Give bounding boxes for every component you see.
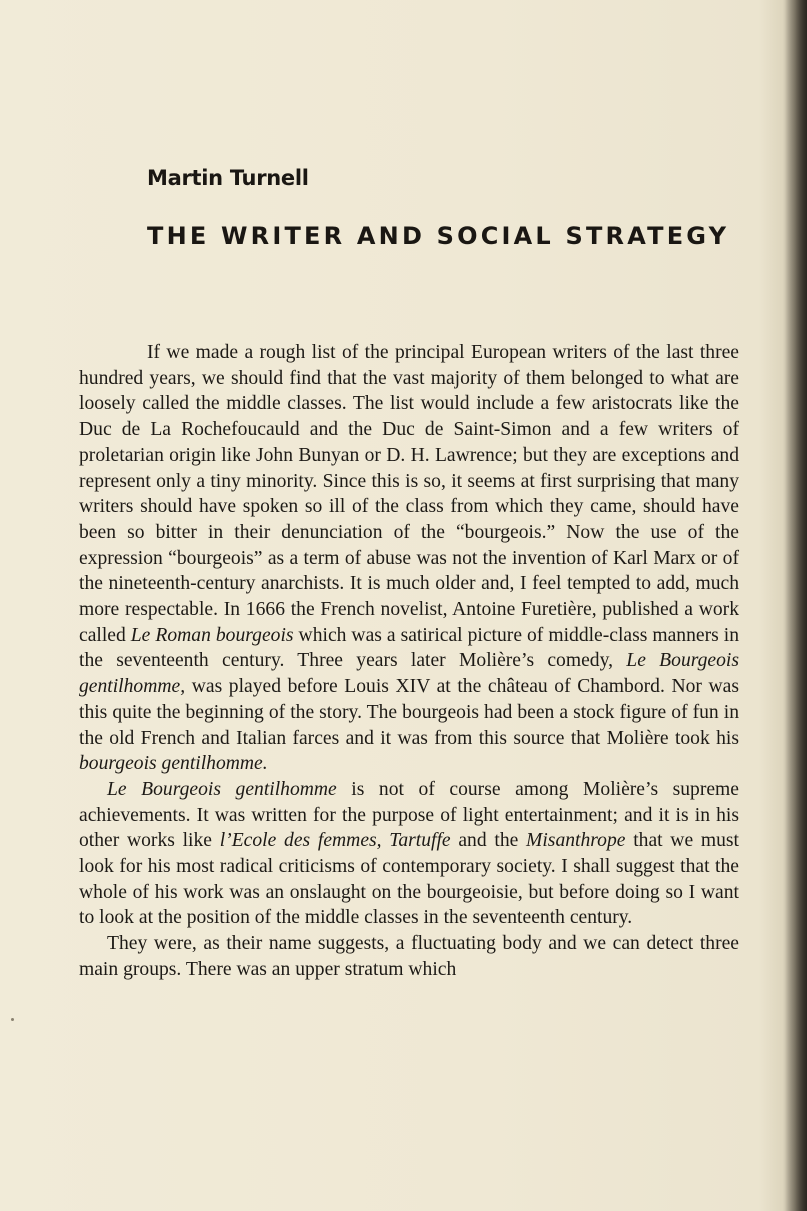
chapter-title: THE WRITER AND SOCIAL STRATEGY xyxy=(147,222,730,250)
text-run: is not of course among Molière’s supreme achievements. It was written for the purpose of light entertainment; and it is in his other works like xyxy=(79,778,739,852)
italic-titles-ecole-tartuffe: l’Ecole des femmes, Tartuffe xyxy=(219,830,451,852)
italic-title-le-roman-bourgeois: Le Roman bourgeois xyxy=(130,624,294,646)
paragraph-1 xyxy=(79,340,739,777)
italic-bourgeois-gentilhomme: bourgeois gentilhomme. xyxy=(79,753,268,775)
text-run: which was a satirical picture of middle-class manners in the seventeenth century. Three years later Molière’s comedy, xyxy=(79,624,739,672)
italic-title-misanthrope: Misanthrope xyxy=(526,830,626,852)
paragraph-2 xyxy=(79,777,739,931)
page-spine-shadow xyxy=(785,0,807,1211)
text-run: If we made a rough list of the principal European writers of the last three hundred years, we should find that the vast majority of them belonged to what are loosely called the middle classes. The list would include a few aristocrats like the Duc de La Rochefoucauld and the Duc de Saint-Simon and a few writers of proletarian origin like John Bunyan or D. H. Lawrence; but they are exceptions and represent only a tiny minority. Since this is so, it seems at first surprising that many writers should have spoken so ill of the class from which they came, should have been so bitter in their denunciation of the “bourgeois.” Now the use of the expression “bourgeois” as a term of abuse was not the invention of Karl Marx or of the nineteenth-century anarchists. It is much older and, I feel tempted to add, much more respectable. In 1666 the French novelist, Antoine Furetière, published a work called xyxy=(79,342,739,646)
text-run: was played before Louis XIV at the château of Chambord. Nor was this quite the beginning of the story. The bourgeois had been a stock figure of fun in the old French and Italian farces and it was from this source that Molière took his xyxy=(79,676,739,749)
paper-speck xyxy=(11,1018,14,1021)
text-run: that we must look for his most radical criticisms of contemporary society. I shall suggest that the whole of his work was an onslaught on the bourgeoisie, but before doing so I want to look at the position of the middle classes in the seventeenth century. xyxy=(79,830,739,929)
text-run: and the xyxy=(450,830,527,852)
text-run: They were, as their name suggests, a fluctuating body and we can detect three main groups. There was an upper stratum which xyxy=(79,933,739,980)
body-text xyxy=(79,340,739,983)
italic-title-le-bourgeois-gentilhomme: Le Bourgeois gentilhomme, xyxy=(79,650,739,698)
author-name: Martin Turnell xyxy=(147,166,309,190)
paragraph-3 xyxy=(79,931,739,982)
italic-title-le-bourgeois-gentilhomme: Le Bourgeois gentilhomme xyxy=(107,778,337,800)
